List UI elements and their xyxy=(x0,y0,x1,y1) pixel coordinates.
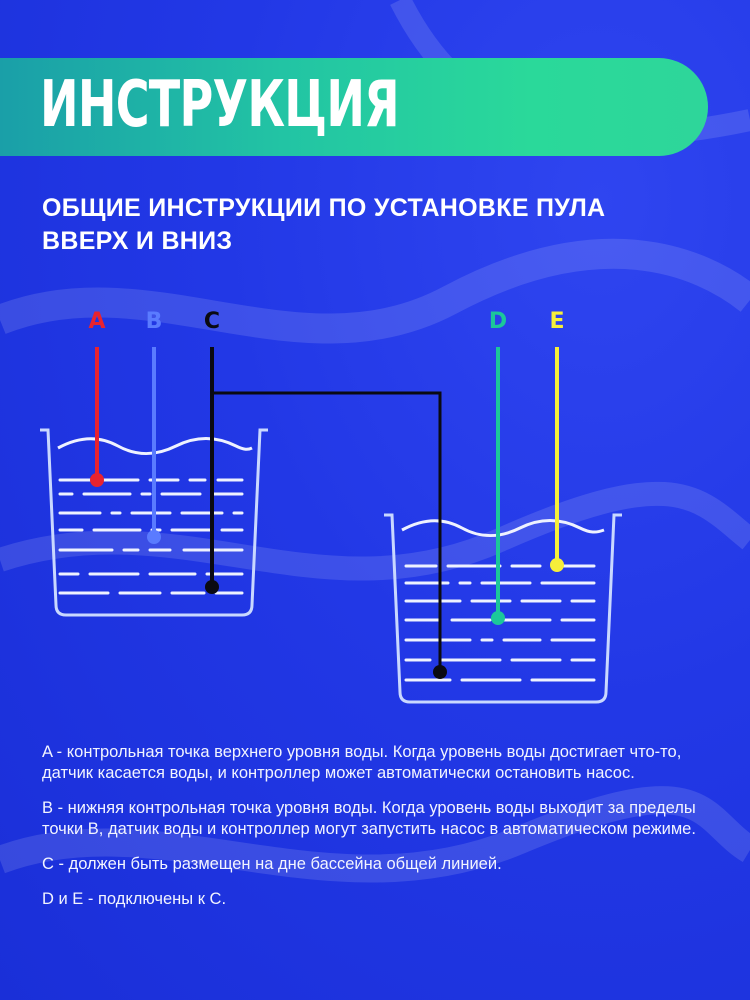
probe-a xyxy=(88,309,105,487)
probe-a-label: A xyxy=(88,309,106,334)
probe-d-label: D xyxy=(488,309,508,334)
note-a: A - контрольная точка верхнего уровня воды. Когда уровень воды достигает что-то, датчик касается воды, и контроллер может автоматически остановить насос. xyxy=(42,743,682,782)
common-line xyxy=(212,393,440,672)
section-subtitle: ОБЩИЕ ИНСТРУКЦИИ ПО УСТАНОВКЕ ПУЛА ВВЕРХ И ВНИЗ xyxy=(42,194,606,255)
probe-c-lower-end xyxy=(433,665,447,679)
note-b: B - нижняя контрольная точка уровня воды. Когда уровень воды выходит за пределы точки B, датчик воды и контроллер могут запустить насос в автоматическом режиме. xyxy=(42,799,696,838)
probe-e xyxy=(549,309,564,572)
lower-tank xyxy=(384,515,622,702)
probe-c-label: C xyxy=(203,309,221,334)
probe-b-label: B xyxy=(145,309,163,334)
page-title: ИНСТРУКЦИЯ xyxy=(40,68,399,142)
probe-b xyxy=(146,309,163,544)
probe-e-label: E xyxy=(549,309,565,334)
instruction-notes xyxy=(42,742,722,924)
pool-diagram xyxy=(0,290,750,730)
note-c: C - должен быть размещен на дне бассейна общей линией. xyxy=(42,855,502,873)
probe-d xyxy=(489,309,507,625)
note-de: D и E - подключены к C. xyxy=(42,890,227,908)
